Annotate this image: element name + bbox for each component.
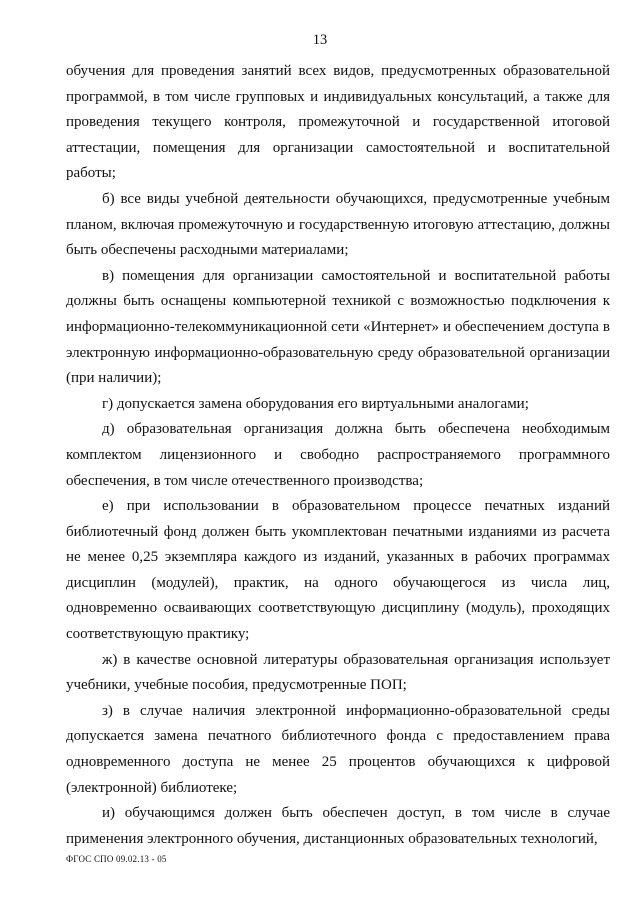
paragraph-z: з) в случае наличия электронной информационно-образовательной среды допускается замена печатного библиотечного фонда с предоставлением права одновременного доступа не менее 25 процентов обучающихся к цифровой (электронной) библиотеке; [66,702,610,796]
document-footer-code: ФГОС СПО 09.02.13 - 05 [66,854,167,864]
page-number: 13 [312,32,328,48]
paragraph-v: в) помещения для организации самостоятельной и воспитательной работы должны быть оснащены компьютерной техникой с возможностью подключения к информационно-телекоммуникационной сети «Интернет» и обеспечением доступа в электронную информационно-образовательную среду образовательной организации (при наличии); [66,267,610,387]
paragraph-b: б) все виды учебной деятельности обучающихся, предусмотренные учебным планом, включая промежуточную и государственную итоговую аттестацию, должны быть обеспечены расходными материалами; [66,190,610,259]
paragraph-i: и) обучающимся должен быть обеспечен доступ, в том числе в случае применения электронного обучения, дистанционных образовательных технологий, [66,805,610,847]
paragraph-continuation: обучения для проведения занятий всех видов, предусмотренных образовательной программой, в том числе групповых и индивидуальных консультаций, а также для проведения текущего контроля, промежуточной и государственной итоговой аттестации, помещения для организации самостоятельной и воспитательной работы; [66,63,610,182]
paragraph-e: е) при использовании в образовательном процессе печатных изданий библиотечный фонд должен быть укомплектован печатными изданиями из расчета не менее 0,25 экземпляра каждого из изданий, указанных в рабочих программах дисциплин (модулей), практик, на одного обучающегося из числа лиц, одновременно осваивающих соответствующую дисциплину (модуль), проходящих соответствующую практику; [66,498,610,643]
document-body [66,59,610,852]
paragraph-zh: ж) в качестве основной литературы образовательная организация использует учебники, учебные пособия, предусмотренные ПОП; [66,651,610,694]
paragraph-d: д) образовательная организация должна быть обеспечена необходимым комплектом лицензионного и свободно распространяемого программного обеспечения, в том числе отечественного производства; [66,421,610,489]
paragraph-g: г) допускается замена оборудования его виртуальными аналогами; [102,395,529,412]
